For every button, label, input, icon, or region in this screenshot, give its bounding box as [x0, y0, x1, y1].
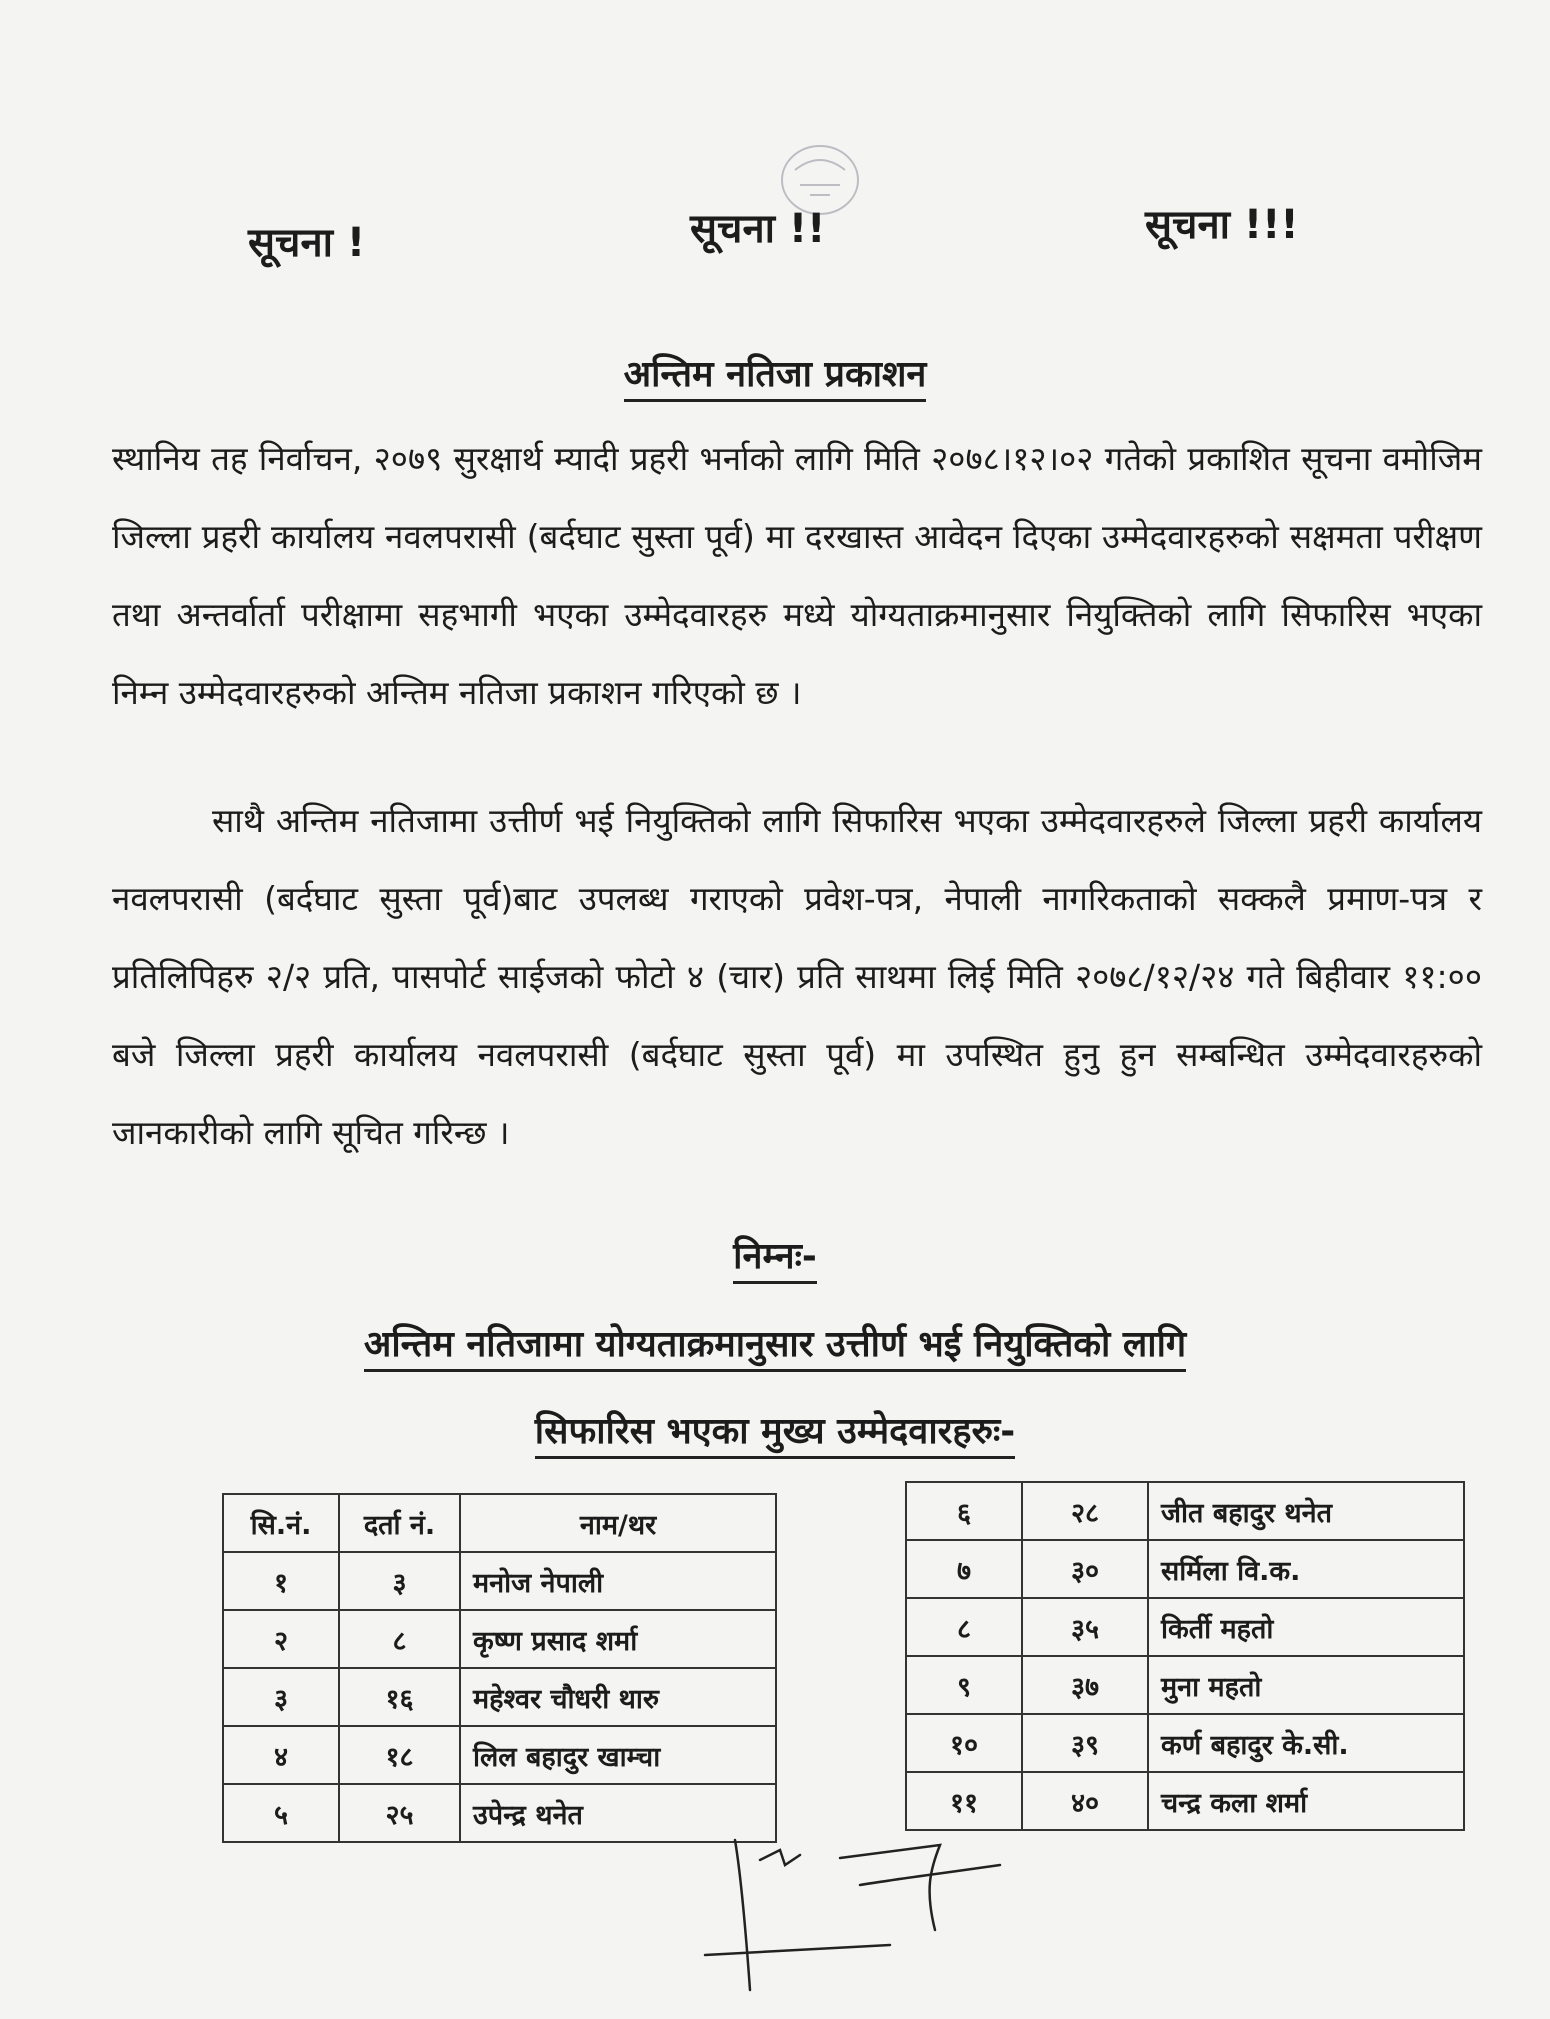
cell-name: चन्द्र कला शर्मा [1148, 1772, 1464, 1830]
cell-serial: ४ [223, 1726, 339, 1784]
table-header-row [223, 1494, 776, 1552]
cell-serial: ५ [223, 1784, 339, 1842]
page-title-text: अन्तिम नतिजा प्रकाशन [624, 354, 927, 402]
section-heading-line2 [0, 1405, 1550, 1454]
table-row [223, 1552, 776, 1610]
cell-name: महेश्वर चौधरी थारु [460, 1668, 776, 1726]
notice-headers [0, 195, 1550, 265]
table-row [223, 1610, 776, 1668]
cell-name: कर्ण बहादुर के.सी. [1148, 1714, 1464, 1772]
table-row [223, 1784, 776, 1842]
cell-serial: ११ [906, 1772, 1022, 1830]
cell-serial: ७ [906, 1540, 1022, 1598]
cell-name: कृष्ण प्रसाद शर्मा [460, 1610, 776, 1668]
notice-heading-right: सूचना !!! [1145, 202, 1299, 248]
table-row [906, 1656, 1464, 1714]
cell-name: सर्मिला वि.क. [1148, 1540, 1464, 1598]
table-row [906, 1598, 1464, 1656]
cell-serial: ३ [223, 1668, 339, 1726]
cell-name: मनोज नेपाली [460, 1552, 776, 1610]
notice-heading-left: सूचना ! [248, 220, 366, 266]
cell-reg-no: ८ [339, 1610, 460, 1668]
header-serial: सि.नं. [223, 1494, 339, 1552]
section-heading-line2-text: सिफारिस भएका मुख्य उम्मेदवारहरुः- [535, 1411, 1015, 1459]
page-title [0, 348, 1550, 397]
cell-name: मुना महतो [1148, 1656, 1464, 1714]
cell-serial: १ [223, 1552, 339, 1610]
table-row [906, 1772, 1464, 1830]
section-heading-line1-text: अन्तिम नतिजामा योग्यताक्रमानुसार उत्तीर्ण भई नियुक्तिको लागि [364, 1324, 1186, 1372]
cell-reg-no: १८ [339, 1726, 460, 1784]
paragraph-intro: स्थानिय तह निर्वाचन, २०७९ सुरक्षार्थ म्यादी प्रहरी भर्नाको लागि मिति २०७८।१२।०२ गतेको प्रकाशित सूचना वमोजिम जिल्ला प्रहरी कार्यालय नवलपरासी (बर्दघाट सुस्ता पूर्व) मा दरखास्त आवेदन दिएका उम्मेदवारहरुको सक्षमता परीक्षण तथा अन्तर्वार्ता परीक्षामा सहभागी भएका उम्मेदवारहरु मध्ये योग्यताक्रमानुसार नियुक्तिको लागि सिफारिस भएका निम्न उम्मेदवारहरुको अन्तिम नतिजा प्रकाशन गरिएको छ । [112, 439, 1482, 712]
table-row [906, 1540, 1464, 1598]
cell-reg-no: ३ [339, 1552, 460, 1610]
cell-serial: २ [223, 1610, 339, 1668]
results-table-right [905, 1481, 1465, 1831]
cell-reg-no: ३० [1022, 1540, 1148, 1598]
table-row [906, 1714, 1464, 1772]
cell-name: जीत बहादुर थनेत [1148, 1482, 1464, 1540]
cell-reg-no: ३९ [1022, 1714, 1148, 1772]
table-row [223, 1726, 776, 1784]
cell-reg-no: ३५ [1022, 1598, 1148, 1656]
cell-serial: ६ [906, 1482, 1022, 1540]
notice-heading-center: सूचना !! [690, 206, 826, 252]
cell-name: लिल बहादुर खाम्चा [460, 1726, 776, 1784]
section-label [0, 1230, 1550, 1279]
section-heading-line1 [0, 1318, 1550, 1367]
cell-reg-no: १६ [339, 1668, 460, 1726]
cell-reg-no: २८ [1022, 1482, 1148, 1540]
results-table-left [222, 1493, 777, 1843]
cell-serial: ९ [906, 1656, 1022, 1714]
cell-serial: १० [906, 1714, 1022, 1772]
cell-reg-no: ३७ [1022, 1656, 1148, 1714]
cell-serial: ८ [906, 1598, 1022, 1656]
paragraph-instructions: साथै अन्तिम नतिजामा उत्तीर्ण भई नियुक्तिको लागि सिफारिस भएका उम्मेदवारहरुले जिल्ला प्रहरी कार्यालय नवलपरासी (बर्दघाट सुस्ता पूर्व)बाट उपलब्ध गराएको प्रवेश-पत्र, नेपाली नागरिकताको सक्कलै प्रमाण-पत्र र प्रतिलिपिहरु २/२ प्रति, पासपोर्ट साईजको फोटो ४ (चार) प्रति साथमा लिई मिति २०७८/१२/२४ गते बिहीवार ११:०० बजे जिल्ला प्रहरी कार्यालय नवलपरासी (बर्दघाट सुस्ता पूर्व) मा उपस्थित हुनु हुन सम्बन्धित उम्मेदवारहरुको जानकारीको लागि सूचित गरिन्छ । [112, 801, 1482, 1152]
cell-name: किर्ती महतो [1148, 1598, 1464, 1656]
handwritten-signature [700, 1830, 1020, 2000]
table-row [906, 1482, 1464, 1540]
cell-reg-no: २५ [339, 1784, 460, 1842]
section-label-text: निम्नः- [733, 1236, 817, 1284]
header-reg-no: दर्ता नं. [339, 1494, 460, 1552]
cell-reg-no: ४० [1022, 1772, 1148, 1830]
header-name: नाम/थर [460, 1494, 776, 1552]
table-row [223, 1668, 776, 1726]
cell-name: उपेन्द्र थनेत [460, 1784, 776, 1842]
